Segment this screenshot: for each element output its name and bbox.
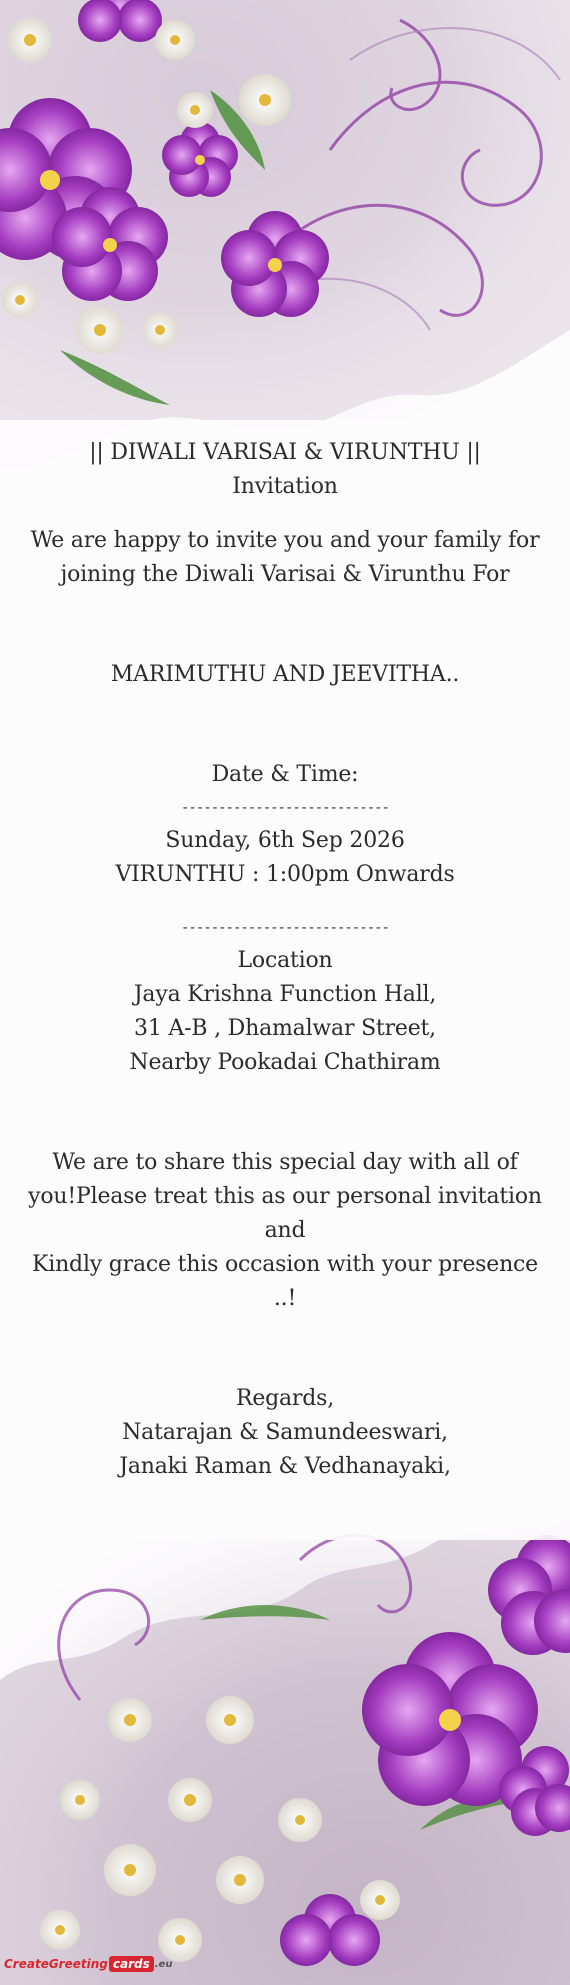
regards-label: Regards, xyxy=(235,1386,335,1411)
logo-text-part-3: .eu xyxy=(154,1958,173,1970)
divider-2: ---------------------------- xyxy=(180,920,389,936)
intro-line-2: joining the Diwali Varisai & Virunthu For xyxy=(60,562,510,587)
intro-line-1: We are happy to invite you and your family for xyxy=(30,528,540,553)
hosts-names: MARIMUTHU AND JEEVITHA.. xyxy=(110,662,460,687)
message-line-3: Kindly grace this occasion with your presence ..! xyxy=(32,1252,538,1311)
message-line-1: We are to share this special day with all of xyxy=(52,1150,518,1175)
logo-text-part-1: CreateGreeting xyxy=(4,1957,108,1971)
message-line-2: you!Please treat this as our personal invitation and xyxy=(28,1184,542,1243)
site-logo-link[interactable] xyxy=(4,1951,172,1977)
venue-name: Jaya Krishna Function Hall, xyxy=(133,982,437,1007)
event-date: Sunday, 6th Sep 2026 xyxy=(165,828,405,853)
location-label: Location xyxy=(237,948,333,973)
logo-text-part-2: cards xyxy=(109,1956,154,1972)
regards-line-1: Natarajan & Samundeeswari, xyxy=(122,1420,448,1445)
datetime-label: Date & Time: xyxy=(211,762,359,787)
event-title: || DIWALI VARISAI & VIRUNTHU || xyxy=(89,440,481,465)
divider-1: ---------------------------- xyxy=(180,800,389,816)
address-line-2: Nearby Pookadai Chathiram xyxy=(129,1050,441,1075)
invitation-subtitle: Invitation xyxy=(232,474,338,499)
address-line-1: 31 A-B , Dhamalwar Street, xyxy=(134,1016,436,1041)
invitation-text xyxy=(20,436,550,1484)
event-time: VIRUNTHU : 1:00pm Onwards xyxy=(115,862,455,887)
regards-line-2: Janaki Raman & Vedhanayaki, xyxy=(119,1454,451,1479)
